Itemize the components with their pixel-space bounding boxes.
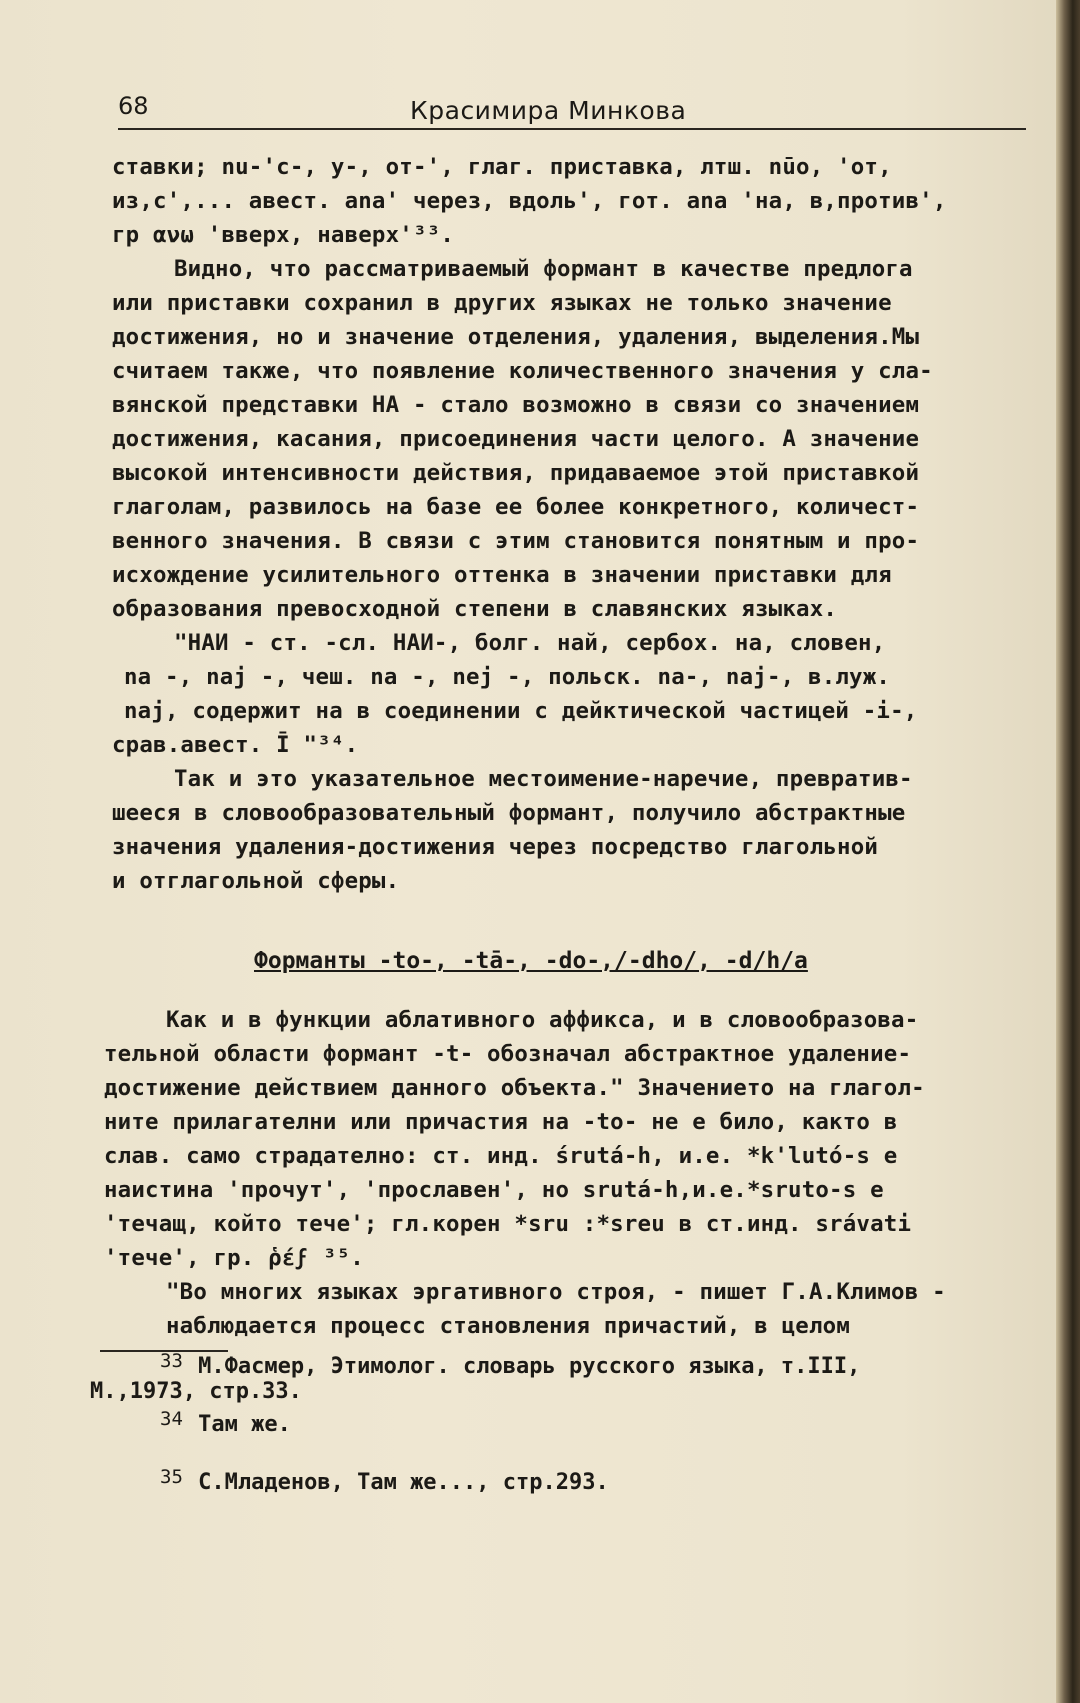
text-line: из,с',... авест. ana' через, вдоль', гот. ana 'на, в,против', [112, 188, 947, 214]
page-number: 68 [118, 92, 149, 120]
footnote-text: С.Младенов, Там же..., стр.293. [198, 1470, 609, 1495]
text-line: глаголам, развилось на базе ее более конкретного, количест- [112, 494, 920, 520]
footnote-text: М.Фасмер, Этимолог. словарь русского языка, т.III, [198, 1354, 861, 1379]
footnote-34 [160, 1408, 1040, 1470]
footnote-number: 35 [160, 1466, 183, 1488]
paragraph-start-line: Как и в функции аблативного аффикса, и в словообразова- [166, 1007, 919, 1033]
footnotes [90, 1350, 1040, 1528]
text-line: высокой интенсивности действия, придаваемое этой приставкой [112, 460, 920, 486]
text-line: исхождение усилительного оттенка в значении приставки для [112, 562, 892, 588]
text-line: наистина 'прочут', 'прославен', но srutá-h,и.е.*sruto-s е [104, 1177, 884, 1203]
book-spine-edge [1056, 0, 1080, 1703]
body-text-section-2 [104, 1003, 1046, 1343]
paragraph-start-line: Видно, что рассматриваемый формант в качестве предлога [174, 256, 913, 282]
text-line: образования превосходной степени в славянских языках. [112, 596, 838, 622]
paragraph-start-line: Так и это указательное местоимение-наречие, превратив- [174, 766, 913, 792]
quote-start-line: "Во многих языках эргативного строя, - пишет Г.А.Климов - наблюдается процесс становления причастий, в целом [166, 1279, 946, 1339]
author-name: Красимира Минкова [410, 96, 687, 125]
text-line: достижения, но и значение отделения, удаления, выделения.Мы [112, 324, 920, 350]
footnote-number: 33 [160, 1350, 183, 1372]
text-line: значения удаления-достижения через посредство глагольной [112, 834, 879, 860]
running-header [118, 88, 1026, 130]
quote-start-line: "НАИ - ст. -сл. НАИ-, болг. най, сербох. на, словен, [174, 630, 886, 656]
text-line: считаем также, что появление количественного значения у сла- [112, 358, 933, 384]
text-line: тельной области формант -t- обозначал абстрактное удаление- [104, 1041, 912, 1067]
text-line: 'тече', гр. ῥέϝ ³⁵. [104, 1245, 364, 1271]
text-line: na -, naj -, чеш. na -, nej -, польск. na-, naj-, в.луж. [124, 664, 891, 690]
text-line: срав.авест. Ī "³⁴. [112, 732, 359, 758]
text-line: гр ανω 'вверх, наверх'³³. [112, 222, 455, 248]
footnote-continuation: М.,1973, стр.33. [90, 1379, 302, 1404]
section-heading: Форманты -to-, -tā-, -do-,/-dho/, -d/h/a [254, 948, 808, 974]
footnote-33 [90, 1350, 1040, 1412]
body-text-section-1 [112, 150, 1046, 898]
footnote-number: 34 [160, 1408, 183, 1430]
text-line: достижение действием данного объекта." Значението на глагол- [104, 1075, 925, 1101]
text-line: 'течащ, който тече'; гл.корен *sru :*sreu в ст.инд. srávati [104, 1211, 912, 1237]
text-line: и отглагольной сферы. [112, 868, 400, 894]
text-line: слав. само страдателно: ст. инд. śrutá-h, и.е. *k'lutó-s е [104, 1143, 898, 1169]
text-line: naj, содержит на в соединении с дейктической частицей -i-, [124, 698, 918, 724]
text-line: или приставки сохранил в других языках не только значение [112, 290, 892, 316]
text-line: ставки; nu-'с-, у-, от-', глаг. приставка, лтш. nūo, 'от, [112, 154, 892, 180]
footnote-35 [160, 1466, 1040, 1528]
text-line: вянской представки НА - стало возможно в связи со значением [112, 392, 920, 418]
text-line: шееся в словообразовательный формант, получило абстрактные [112, 800, 906, 826]
footnote-text: Там же. [198, 1412, 291, 1437]
text-line: венного значения. В связи с этим становится понятным и про- [112, 528, 920, 554]
text-line: ните прилагателни или причастия на -to- не е било, както в [104, 1109, 898, 1135]
text-line: достижения, касания, присоединения части целого. А значение [112, 426, 920, 452]
